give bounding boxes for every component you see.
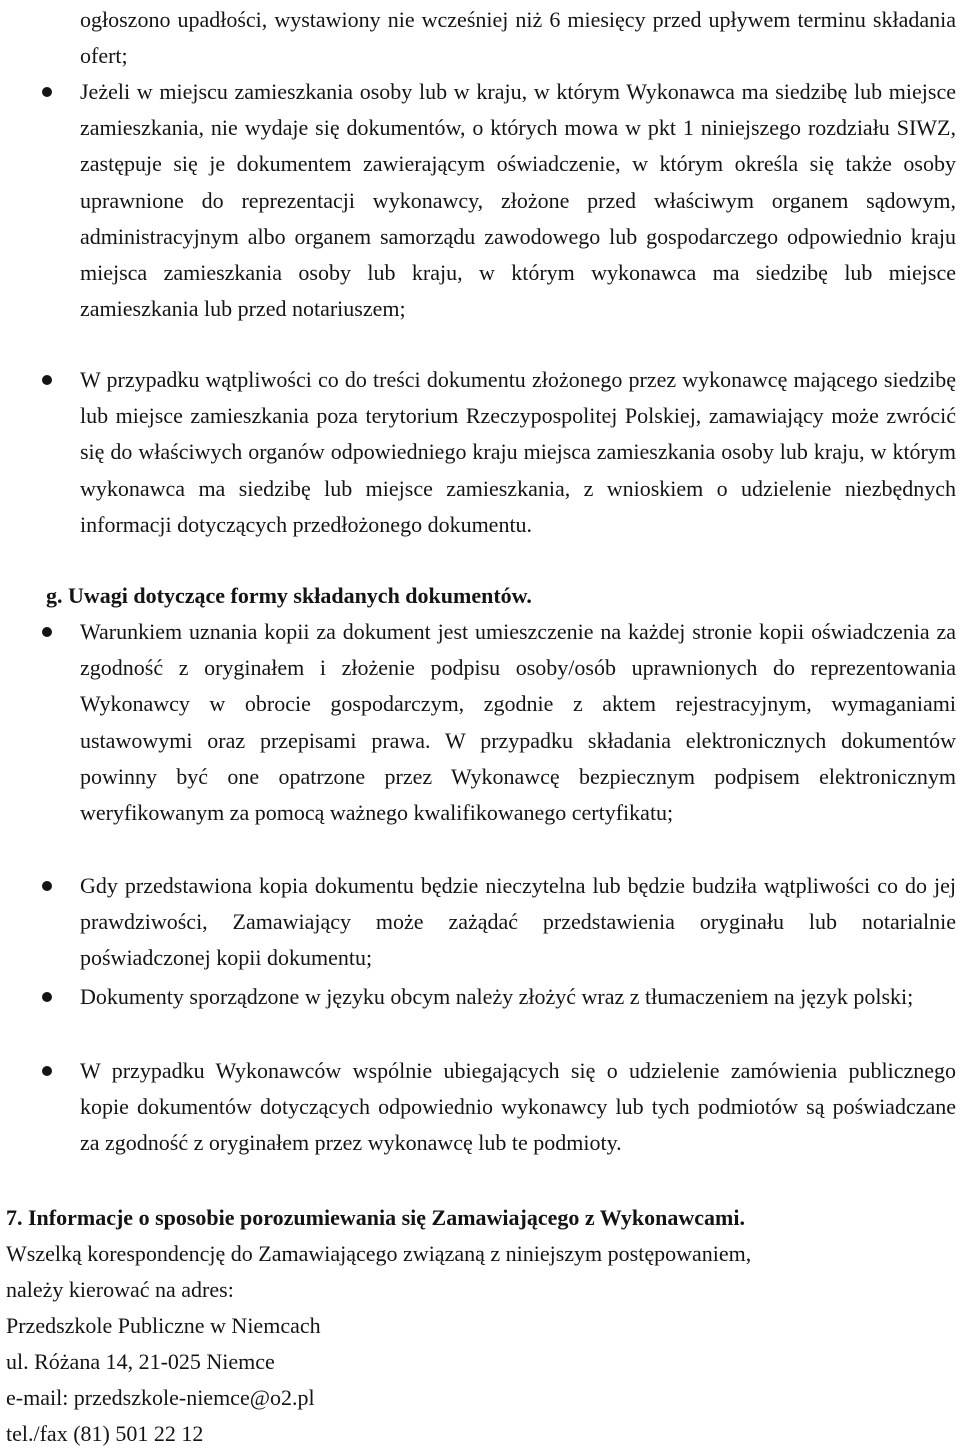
bullet-icon bbox=[42, 1066, 52, 1076]
bullet-icon bbox=[42, 992, 52, 1002]
list-item-text: Gdy przedstawiona kopia dokumentu będzie nieczytelna lub będzie budziła wątpliwości co do jej prawdziwości, Zamawiający może zażądać przedstawienia oryginału lub notarialnie poświadczonej kopii dokumentu; bbox=[80, 873, 956, 971]
list-item bbox=[80, 614, 956, 831]
bullet-icon bbox=[42, 375, 52, 385]
contact-intro-line-2: należy kierować na adres: bbox=[6, 1277, 234, 1302]
section-heading-7: 7. Informacje o sposobie porozumiewania się Zamawiającego z Wykonawcami. bbox=[6, 1205, 745, 1230]
list-item-text: Jeżeli w miejscu zamieszkania osoby lub w kraju, w którym Wykonawca ma siedzibę lub miejsce zamieszkania, nie wydaje się dokumentów, o których mowa w pkt 1 niniejszego rozdziału SIWZ, zastępuje się je dokumentem zawierającym oświadczenie, w którym określa się także osoby uprawnione do reprezentacji wykonawcy, złożone przed właściwym organem sądowym, administracyjnym albo organem samorządu zawodowego lub gospodarczego odpowiednio kraju miejsca zamieszkania osoby lub kraju, w którym wykonawca ma siedzibę lub miejsce zamieszkania lub przed notariuszem; bbox=[80, 79, 956, 322]
list-item bbox=[80, 979, 956, 1015]
list-item bbox=[80, 1053, 956, 1162]
contact-intro-line-1: Wszelką korespondencję do Zamawiającego związaną z niniejszym postępowaniem, bbox=[6, 1241, 752, 1266]
contact-address: ul. Różana 14, 21-025 Niemce bbox=[6, 1349, 275, 1374]
list-item bbox=[80, 868, 956, 977]
list-item bbox=[80, 74, 956, 327]
contact-email: e-mail: przedszkole-niemce@o2.pl bbox=[6, 1385, 315, 1410]
bullet-icon bbox=[42, 87, 52, 97]
bullet-icon bbox=[42, 881, 52, 891]
list-item-text: Warunkiem uznania kopii za dokument jest umieszczenie na każdej stronie kopii oświadczenia za zgodność z oryginałem i złożenie podpisu osoby/osób uprawnionych do reprezentowania Wykonawcy w obrocie gospodarczym, zgodnie z aktem rejestracyjnym, wymaganiami ustawowymi oraz przepisami prawa. W przypadku składania elektronicznych dokumentów powinny być one opatrzone przez Wykonawcę bezpiecznym podpisem elektronicznym weryfikowanym za pomocą ważnego kwalifikowanego certyfikatu; bbox=[80, 619, 956, 826]
list-item-text: W przypadku Wykonawców wspólnie ubiegających się o udzielenie zamówienia publicznego kopie dokumentów dotyczących odpowiednio wykonawcy lub tych podmiotów są poświadczane za zgodność z oryginałem przez wykonawcę lub te podmioty. bbox=[80, 1058, 956, 1156]
list-item-text: W przypadku wątpliwości co do treści dokumentu złożonego przez wykonawcę mającego siedzibę lub miejsce zamieszkania poza terytorium Rzeczypospolitej Polskiej, zamawiający może zwrócić się do właściwych organów odpowiedniego kraju miejsca zamieszkania osoby lub kraju, w którym wykonawca ma siedzibę lub miejsce zamieszkania, z wnioskiem o udzielenie niezbędnych informacji dotyczących przedłożonego dokumentu. bbox=[80, 367, 956, 537]
contact-phone: tel./fax (81) 501 22 12 bbox=[6, 1421, 204, 1446]
list-item-text: Dokumenty sporządzone w języku obcym należy złożyć wraz z tłumaczeniem na język polski; bbox=[80, 984, 914, 1009]
section-heading-g: g. Uwagi dotyczące formy składanych dokumentów. bbox=[46, 583, 532, 608]
contact-name: Przedszkole Publiczne w Niemcach bbox=[6, 1313, 321, 1338]
list-item bbox=[80, 362, 956, 543]
paragraph-continuation: ogłoszono upadłości, wystawiony nie wcześniej niż 6 miesięcy przed upływem terminu składania ofert; bbox=[80, 7, 956, 69]
bullet-icon bbox=[42, 627, 52, 637]
